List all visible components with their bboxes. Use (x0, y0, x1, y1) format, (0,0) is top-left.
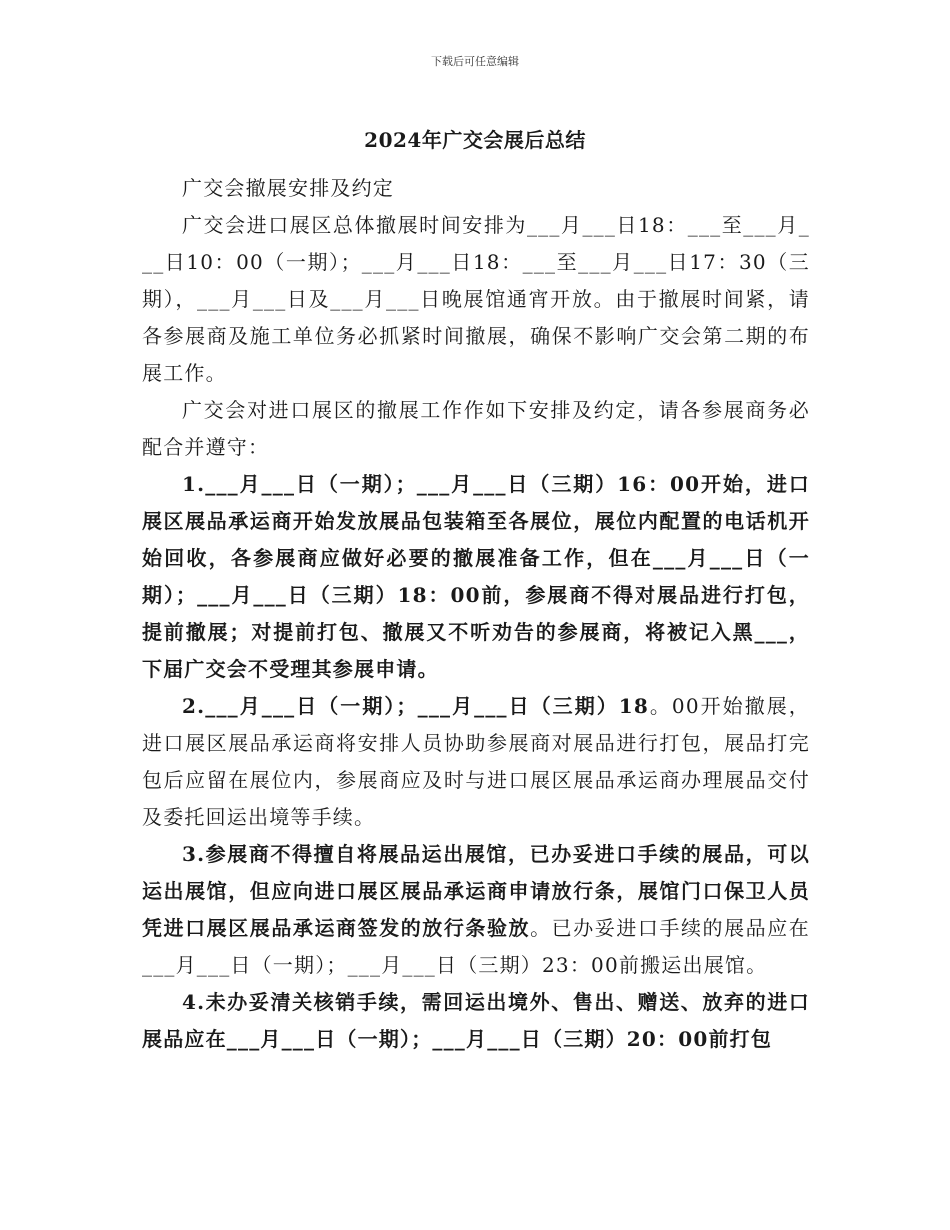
header-note: 下载后可任意编辑 (431, 55, 519, 68)
document-title: 2024年广交会展后总结 (364, 128, 586, 152)
paragraph-item-2 (142, 688, 810, 836)
item-2-normal-text: 。00开始撤展，进口展区展品承运商将安排人员协助参展商对展品进行打包，展品打完包后应留在展位内，参展商应及时与进口展区展品承运商办理展品交付及委托回运出境等手续。 (142, 694, 810, 829)
item-3-bold-text: 3.参展商不得擅自将展品运出展馆，已办妥进口手续的展品，可以运出展馆，但应向进口展区展品承运商申请放行条，展馆门口保卫人员凭进口展区展品承运商签发的放行条验放 (142, 842, 810, 940)
paragraph-intro-heading: 广交会撤展安排及约定 (182, 176, 394, 200)
paragraph-schedule: 广交会进口展区总体撤展时间安排为___月___日18：___至___月___日10：00（一期）；___月___日18：___至___月___日17：30（三期），___月___日及___月___日晚展馆通宵开放。由于撤展时间紧，请各参展商及施工单位务必抓紧时间撤展，确保不影响广交会第二期的布展工作。 (142, 213, 810, 385)
item-2-bold-text: 2.___月___日（一期）；___月___日（三期）18 (182, 694, 650, 718)
paragraph-item-3 (142, 836, 810, 984)
document-body (142, 170, 810, 1058)
item-3-normal-text: 。已办妥进口手续的展品应在___月___日（一期）；___月___日（三期）23：00前搬运出展馆。 (142, 916, 810, 977)
paragraph-item-4: 4.未办妥清关核销手续，需回运出境外、售出、赠送、放弃的进口展品应在___月___日（一期）；___月___日（三期）20：00前打包 (142, 990, 810, 1051)
paragraph-arrangement: 广交会对进口展区的撤展工作作如下安排及约定，请各参展商务必配合并遵守： (142, 398, 810, 459)
paragraph-item-1: 1.___月___日（一期）；___月___日（三期）16：00开始，进口展区展品承运商开始发放展品包装箱至各展位，展位内配置的电话机开始回收，各参展商应做好必要的撤展准备工作，但在___月___日（一期）；___月___日（三期）18：00前，参展商不得对展品进行打包，提前撤展；对提前打包、撤展又不听劝告的参展商，将被记入黑___，下届广交会不受理其参展申请。 (142, 472, 810, 681)
